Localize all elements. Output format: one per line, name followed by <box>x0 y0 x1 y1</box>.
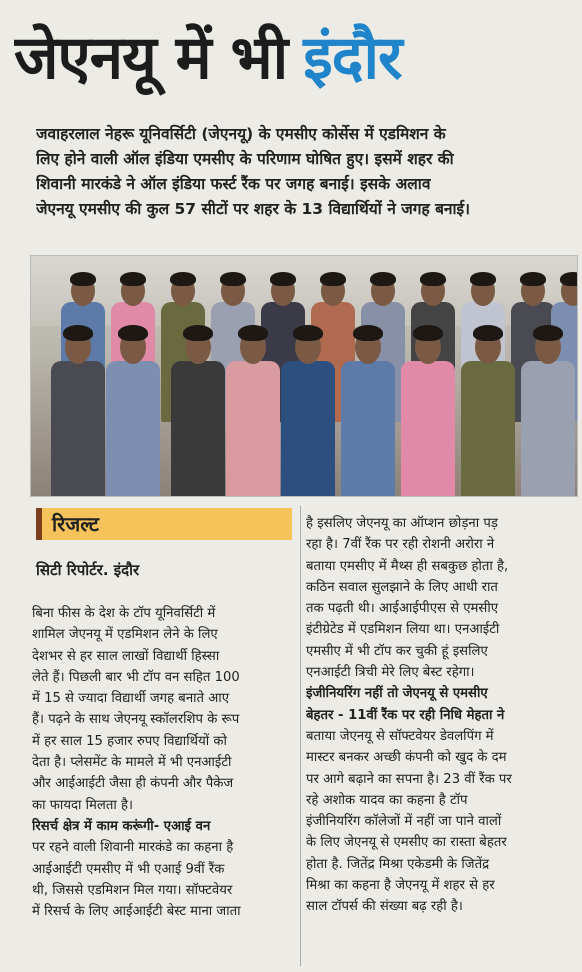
article-line: हैं। पढ़ने के साथ जेएनयू स्कॉलरशिप के रूप <box>32 712 240 728</box>
article-line: देता है। प्लेसमेंट के मामले में भी एनआईटी <box>32 755 232 771</box>
headline-part-2: इंदौर <box>303 23 402 93</box>
article-line: का फायदा मिलता है। <box>32 797 133 813</box>
article-line: बताया एमसीए में मैथ्स ही सबकुछ होता है, <box>306 558 509 574</box>
group-photo <box>30 255 578 497</box>
article-line: शामिल जेएनयू में एडमिशन लेने के लिए <box>32 627 218 643</box>
article-line: एमसीए में भी टॉप कर चुकी हूं इसलिए <box>306 643 488 659</box>
article-line: आईआईटी एमसीए में भी एआई 9वीं रैंक <box>32 861 225 877</box>
article-line: होता है. जितेंद्र मिश्रा एकेडमी के जितेंद्र <box>306 856 490 872</box>
article-line: इंजीनियरिंग कॉलेजों में नहीं जा पाने वालों <box>306 814 502 830</box>
article-line: रिसर्च क्षेत्र में काम करूंगी- एआई वन <box>32 818 211 834</box>
article-line: इंजीनियरिंग नहीं तो जेएनयू से एमसीए <box>306 686 488 702</box>
article-line: थी, जिससे एडमिशन मिल गया। सॉफ्टवेयर <box>32 882 233 898</box>
article-line: है इसलिए जेएनयू का ऑप्शन छोड़ना पड़ <box>306 516 498 531</box>
article-line: तक पढ़ती थी। आईआईपीएस से एमसीए <box>306 601 499 617</box>
column-divider <box>300 506 301 966</box>
headline-part-1: जेएनयू में भी <box>14 23 288 93</box>
article-line: रहे अशोक यादव का कहना है टॉप <box>306 792 468 808</box>
article-line: पर आगे बढ़ाने का सपना है। 23 वीं रैंक पर <box>306 771 512 787</box>
byline: सिटी रिपोर्टर. इंदौर <box>36 561 140 579</box>
article-line: मास्टर बनकर अच्छी कंपनी को खुद के दम <box>306 750 507 766</box>
headline <box>14 4 574 112</box>
article-line: पर रहने वाली शिवानी मारकंडे का कहना है <box>32 840 234 856</box>
intro-line: जवाहरलाल नेहरू यूनिवर्सिटी (जेएनयू) के एमसीए कोर्सेस में एडमिशन के <box>36 125 446 143</box>
article-left-column <box>32 603 300 922</box>
article-line: देशभर से हर साल लाखों विद्यार्थी हिस्सा <box>32 648 220 664</box>
intro-line: लिए होने वाली ऑल इंडिया एमसीए के परिणाम घोषित हुए। इसमें शहर की <box>36 150 454 168</box>
article-line: बिना फीस के देश के टॉप यूनिवर्सिटी में <box>32 606 216 621</box>
article-line: रहा है। 7वीं रैंक पर रही रोशनी अरोरा ने <box>306 537 495 553</box>
article-line: साल टॉपर्स की संख्या बढ़ रही है। <box>306 899 463 915</box>
article-line: में रिसर्च के लिए आईआईटी बेस्ट माना जाता <box>32 904 241 920</box>
article-line: लेते हैं। पिछली बार भी टॉप वन सहित 100 <box>32 669 240 685</box>
section-banner: रिजल्ट <box>36 508 292 540</box>
article-line: बेहतर - 11वीं रैंक पर रही निधि मेहता ने <box>306 707 505 723</box>
article-right-column <box>306 513 578 918</box>
article-line: बताया जेएनयू से सॉफ्टवेयर डेवलपिंग में <box>306 728 494 744</box>
article-line: में 15 से ज्यादा विद्यार्थी जगह बनाते आए <box>32 691 230 707</box>
article-line: के लिए जेएनयू से एमसीए का रास्ता बेहतर <box>306 835 507 851</box>
article-line: और आईआईटी जैसा ही कंपनी और पैकेज <box>32 776 234 792</box>
intro-line: शिवानी मारकंडे ने ऑल इंडिया फर्स्ट रैंक पर जगह बनाई। इसके अलाव <box>36 175 431 193</box>
article-line: एनआईटी त्रिची मेरे लिए बेस्ट रहेगा। <box>306 665 475 681</box>
article-line: इंटीग्रेटेड में एडमिशन लिया था। एनआईटी <box>306 622 500 638</box>
intro-paragraph <box>36 122 576 222</box>
article-line: मिश्रा का कहना है जेएनयू में शहर से हर <box>306 878 495 894</box>
article-line: में हर साल 15 हजार रुपए विद्यार्थियों को <box>32 733 227 749</box>
intro-line: जेएनयू एमसीए की कुल 57 सीटों पर शहर के 13 विद्यार्थियों ने जगह बनाई। <box>36 200 471 218</box>
article-line: कठिन सवाल सुलझाने के लिए आधी रात <box>306 579 498 595</box>
